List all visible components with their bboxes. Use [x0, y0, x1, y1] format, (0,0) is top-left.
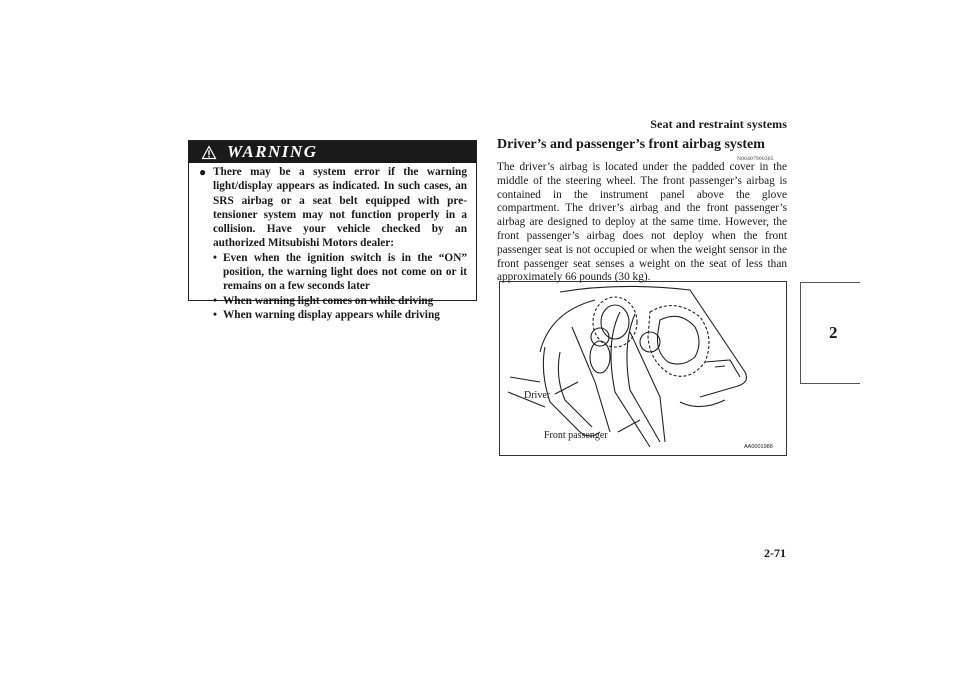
warning-list-item: • When warning display appears while driving [213, 308, 467, 322]
figure-code: AA0001988 [744, 444, 773, 450]
warning-list-item: • Even when the ignition switch is in the “ON” position, the warning light does not come on or it remains on a few seconds later [213, 251, 467, 294]
warning-header [189, 141, 476, 163]
figure-label-passenger: Front passenger [544, 430, 608, 441]
running-header: Seat and restraint systems [650, 117, 787, 131]
warning-title: WARNING [227, 142, 318, 161]
warning-list [199, 251, 467, 322]
warning-main-text: There may be a system error if the warning light/display appears as indicated. In such cases, an SRS airbag or a seat belt equipped with pre-tensioner system may not function properly in a collision. Have your vehicle checked by an authorized Mitsubishi Motors dealer: [213, 166, 467, 250]
article-code: N00407900305 [737, 156, 774, 162]
article-body: The driver’s airbag is located under the padded cover in the middle of the steering wheel. The front passenger’s airbag is contained in the instrument panel above the glove compartment. The driver’s airbag and the front passenger’s airbag are designed to deploy at the same time. However, the front passenger’s airbag does not deploy when the front passenger seat is not occupied or when the weight sensor in the front passenger seat senses a weight on the seat of less than approximately 66 pounds (30 kg). [497, 161, 787, 284]
section-tab-number: 2 [829, 323, 838, 342]
airbag-illustration [499, 281, 787, 456]
section-tab [800, 282, 860, 384]
warning-triangle-icon [202, 146, 216, 159]
bullet-dot-icon: ● [199, 165, 207, 179]
warning-list-item: • When warning light comes on while driving [213, 294, 467, 308]
figure-label-driver: Driver [524, 390, 551, 401]
page-number: 2-71 [764, 546, 786, 560]
warning-box [188, 140, 477, 321]
article-title: Driver’s and passenger’s front airbag system [497, 137, 765, 152]
warning-body [189, 163, 476, 322]
